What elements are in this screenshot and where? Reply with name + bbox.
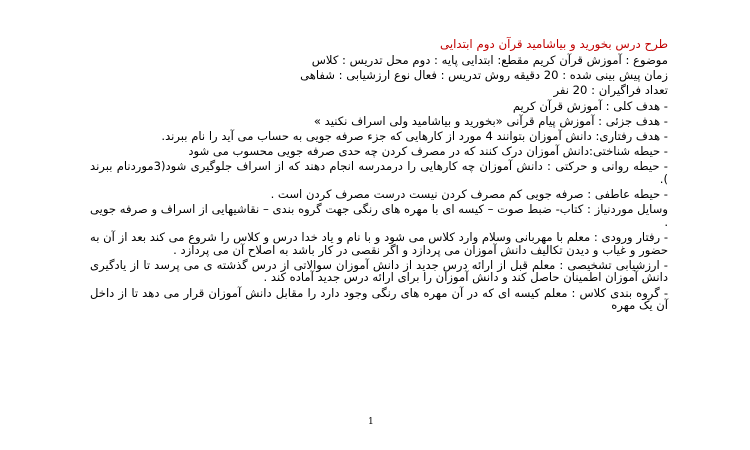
entry-behavior: - رفتار ورودی : معلم با مهربانی وسلام وارد کلاس می شود و با نام و یاد خدا درس و کلاس را شروع می کند بعد از آن به حضور و غیاب و دیدن تکالیف دانش آموزان می پردازد و اگر نقصی در کار باشد به اصلاح آن می پردازد .: [90, 230, 668, 257]
psychomotor-domain: - حیطه روانی و حرکتی : دانش آموزان چه کارهایی را درمدرسه انجام دهند که از اسراف جلوگیری شود(3موردنام ببرند ).: [90, 159, 668, 186]
partial-goal: - هدف جزئی : آموزش پیام قرآنی «بخورید و بیاشامید ولی اسراف نکنید »: [313, 113, 668, 128]
lesson-info-line: موضوع : آموزش قرآن کریم مقطع: ابتدایی پایه : دوم محل تدریس : کلاس: [311, 53, 668, 67]
lesson-time-line: زمان پیش بینی شده : 20 دقیقه روش تدریس : فعال نوع ارزشیابی : شفاهی: [300, 68, 668, 83]
required-materials: وسایل موردنیاز : کتاب- ضبط صوت – کیسه ای با مهره های رنگی جهت گروه بندی – نقاشیهایی از اسراف و صرفه جویی .: [90, 202, 668, 229]
document-body: [90, 37, 668, 314]
cognitive-domain: - حیطه شناختی:دانش آموزان درک کنند که در مصرف کردن چه حدی صرفه جویی محسوب می شود: [188, 144, 668, 159]
page-number: 1: [368, 417, 374, 427]
class-grouping: - گروه بندی کلاس : معلم کیسه ای که در آن مهره های رنگی وجود دارد را مقابل دانش آموزان قرار می دهد تا از داخل آن یک مهره: [90, 285, 668, 313]
affective-domain: - حیطه عاطفی : صرفه جویی کم مصرف کردن نیست درست مصرف کردن است .: [270, 187, 668, 202]
diagnostic-assessment: - ارزشیابی تشخیصی : معلم قبل از ارائه درس جدید از دانش آموزان سوالاتی از درس گذشته ی می پرسد تا از یادگیری دانش آموزان اطمینان حاصل کند و دانش آموزان را برای ارائه درس جدید آماده کند .: [90, 257, 668, 285]
document-title: طرح درس بخورید و بیاشامید قرآن دوم ابتدایی: [439, 37, 668, 51]
learners-count-line: تعداد فراگیران : 20 نفر: [553, 83, 668, 98]
general-goal: - هدف کلی : آموزش قرآن کریم: [512, 98, 668, 113]
behavioral-goal: - هدف رفتاری: دانش آموزان بتوانند 4 مورد از کارهایی که جزء صرفه جویی به حساب می آید را نام ببرند.: [161, 128, 668, 143]
